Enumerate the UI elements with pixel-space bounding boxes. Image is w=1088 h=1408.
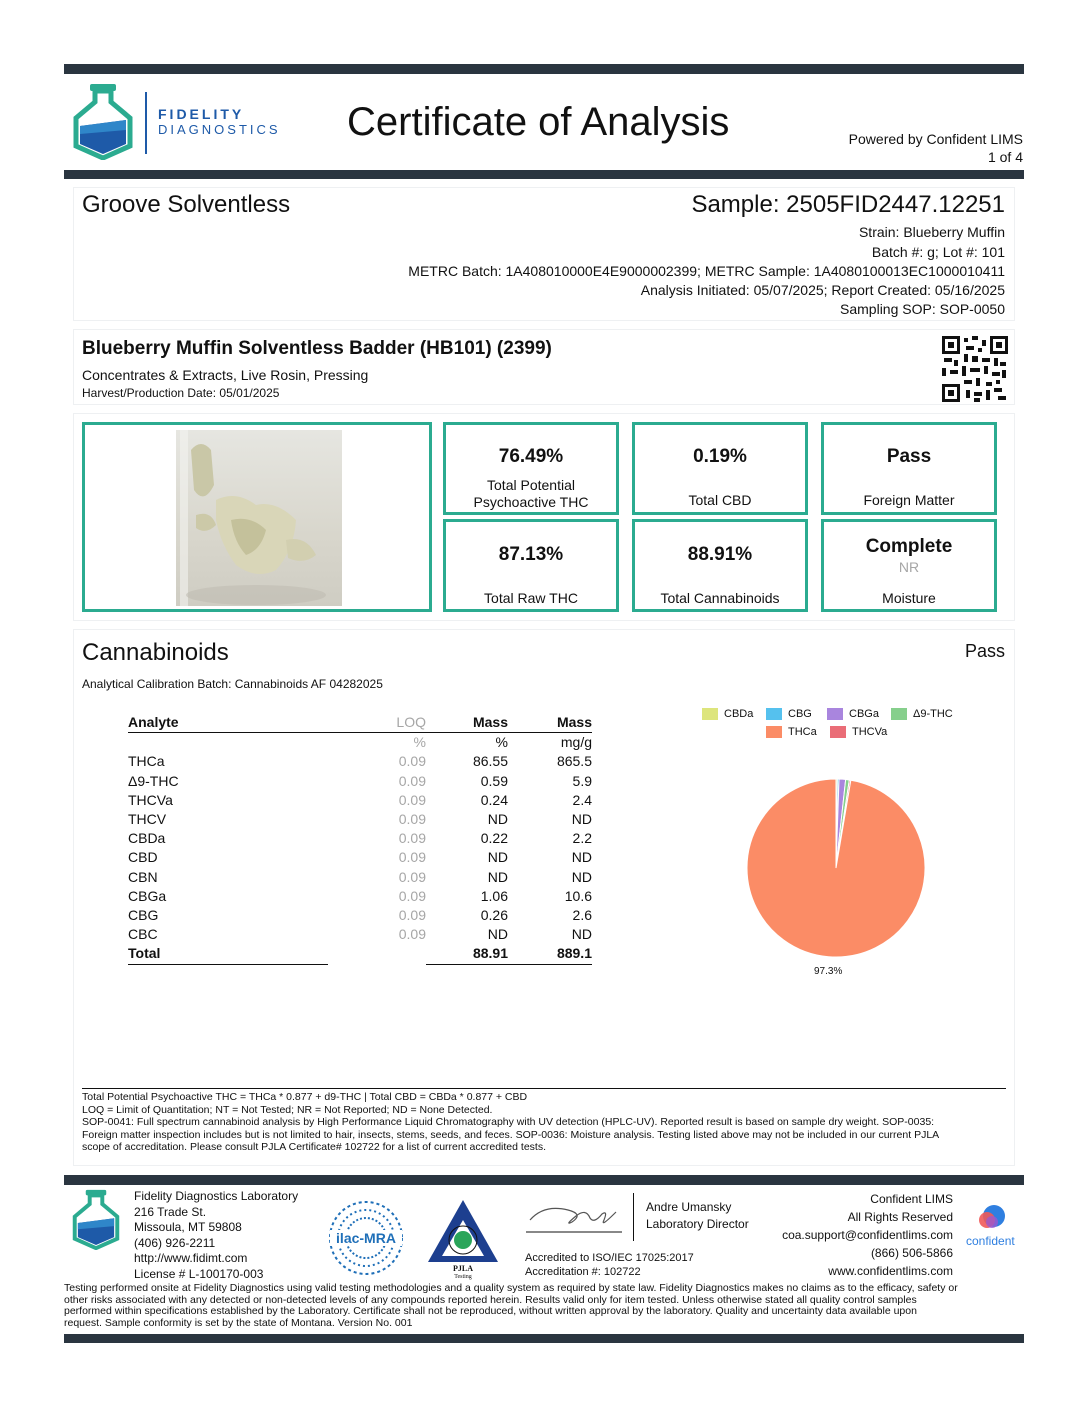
table-row: Δ9-THC 0.09 0.59 5.9 — [128, 772, 592, 789]
strain: Strain: Blueberry Muffin — [858, 224, 1005, 240]
table-row: CBD 0.09 ND ND — [128, 849, 592, 866]
total-row: Total 88.91 889.1 — [128, 944, 592, 964]
legend-swatch — [702, 708, 718, 720]
accreditation-number: Accreditation #: 102722 — [525, 1266, 641, 1278]
confident-logo-icon — [976, 1202, 1008, 1232]
client-name: Groove Solventless — [82, 191, 291, 218]
footer-top-bar — [64, 1175, 1024, 1185]
tile-value: 87.13% — [498, 544, 564, 565]
disclaimer: Testing performed onsite at Fidelity Diagnostics using valid testing methodologies and a quality system as required by state law. Fidelity Diagnostics makes no claims as to the efficacy, safety or other risks associated with any detected or non-detected levels of any compounds reported herein. Results valid only for item tested. Unless otherwise stated all quality control samples performed within specifications established by the Laboratory. Certificate shall not be reproduced, without written approval by the laboratory. Quality and uncertainty data available upon request. Sample conformity is set by the state of Montana. Version No. 001 — [64, 1282, 958, 1329]
confident-phone: (866) 506-5866 — [870, 1246, 953, 1260]
confident-logo-text: confident — [966, 1234, 1015, 1248]
tile-label: Total Raw THC — [484, 590, 578, 606]
product-photo — [176, 430, 342, 606]
top-bar — [64, 64, 1024, 74]
signature-divider — [633, 1193, 634, 1241]
tile-sub-value: NR — [898, 559, 920, 575]
legend-label: CBG — [788, 708, 812, 720]
accreditation-standard: Accredited to ISO/IEC 17025:2017 — [525, 1252, 694, 1264]
director-name: Andre Umansky — [646, 1200, 732, 1214]
legend-item — [830, 725, 887, 739]
page-number: 1 of 4 — [987, 149, 1023, 165]
tile-total-psychoactive-thc — [443, 422, 619, 515]
tile-foreign-matter — [821, 422, 997, 515]
units-row: % % mg/g — [413, 734, 592, 751]
header-analyte: Analyte — [128, 713, 328, 733]
table-row: CBGa 0.09 1.06 10.6 — [128, 887, 592, 904]
bottom-bar — [64, 1334, 1024, 1343]
product-photo-frame — [82, 422, 432, 612]
flask-logo-icon — [70, 82, 136, 160]
notes-rule — [82, 1088, 1006, 1089]
tile-label: Total Cannabinoids — [660, 590, 780, 606]
lab-website: http://www.fidimt.com — [134, 1251, 248, 1265]
note-formula: Total Potential Psychoactive THC = THCa * 0.877 + d9-THC | Total CBD = CBDa * 0.877 + CBD — [82, 1091, 528, 1103]
calibration-batch: Analytical Calibration Batch: Cannabinoids AF 04282025 — [82, 677, 383, 691]
ilac-mra-logo-icon — [328, 1200, 404, 1276]
tile-label-line2: Psychoactive THC — [473, 494, 589, 510]
section-status: Pass — [964, 641, 1005, 661]
legend-label: CBDa — [724, 708, 754, 720]
tile-label: Foreign Matter — [863, 492, 955, 508]
cannabinoids-table — [128, 713, 592, 965]
legend-item — [827, 707, 879, 721]
tile-total-raw-thc — [443, 519, 619, 612]
lab-street: 216 Trade St. — [134, 1204, 207, 1219]
table-row: CBG 0.09 0.26 2.6 — [128, 907, 592, 924]
ilac-text: ilac-MRA — [336, 1230, 396, 1246]
sample-id: Sample: 2505FID2447.12251 — [691, 191, 1005, 218]
table-row: THCV 0.09 ND ND — [128, 811, 592, 828]
header-mass-mg: Mass — [508, 713, 592, 733]
pjla-logo-icon — [426, 1198, 500, 1280]
tile-value: Complete — [865, 536, 953, 557]
director-signature — [524, 1198, 624, 1234]
lab-name: Fidelity Diagnostics Laboratory — [134, 1189, 299, 1203]
table-header-row — [128, 713, 592, 733]
section-title: Cannabinoids — [82, 639, 229, 666]
tile-value: 88.91% — [687, 544, 753, 565]
batch-lot: Batch #: g; Lot #: 101 — [871, 244, 1005, 260]
logo-divider — [145, 92, 147, 154]
legend-item — [702, 707, 753, 721]
table-row: THCa 0.09 86.55 865.5 — [128, 753, 592, 770]
lab-phone: (406) 926-2211 — [134, 1235, 216, 1250]
legend-swatch — [766, 726, 782, 738]
table-row: CBN 0.09 ND ND — [128, 868, 592, 885]
confident-contact — [782, 1190, 953, 1280]
footer-flask-logo-icon — [70, 1188, 122, 1250]
confident-name: Confident LIMS — [870, 1192, 953, 1206]
tile-value: Pass — [886, 446, 932, 467]
product-name: Blueberry Muffin Solventless Badder (HB101) (2399) — [82, 338, 552, 359]
qr-code-icon — [942, 336, 1008, 402]
lab-license: License # L-100170-003 — [134, 1266, 264, 1281]
analysis-dates: Analysis Initiated: 05/07/2025; Report Created: 05/16/2025 — [640, 282, 1005, 298]
legend-label: THCa — [788, 726, 817, 738]
page-title: Certificate of Analysis — [347, 100, 730, 144]
legend-item — [766, 707, 812, 721]
powered-by: Powered by Confident LIMS — [848, 131, 1023, 147]
note-sop-2: Foreign matter inspection includes but is not limited to hair, insects, stems, seeds, and feces. SOP-0036: Moisture analysis. Testing listed above may not be included in our current PJLA — [82, 1128, 940, 1141]
sampling-sop: Sampling SOP: SOP-0050 — [840, 301, 1005, 317]
confident-email: coa.support@confidentlims.com — [782, 1228, 953, 1242]
tile-label: Total CBD — [688, 492, 752, 508]
tile-label-line1: Total Potential — [487, 477, 575, 493]
lab-address — [134, 1189, 298, 1282]
cannabinoid-pie-chart — [740, 772, 932, 964]
header-bottom-bar — [64, 170, 1024, 179]
pie-slice-THCa — [747, 779, 925, 957]
legend-swatch — [827, 708, 843, 720]
table-row: CBC 0.09 ND ND — [128, 926, 592, 943]
logo-wordmark-bottom: DIAGNOSTICS — [158, 122, 281, 137]
metrc-ids: METRC Batch: 1A408010000E4E9000002399; METRC Sample: 1A4080100013EC1000010411 — [408, 263, 1005, 279]
confident-website: www.confidentlims.com — [828, 1264, 953, 1278]
table-row: CBDa 0.09 0.22 2.2 — [128, 830, 592, 847]
tile-total-cannabinoids — [632, 519, 808, 612]
legend-swatch — [830, 726, 846, 738]
director-title: Laboratory Director — [646, 1217, 749, 1231]
pie-slice-label: 97.3% — [814, 966, 843, 977]
legend-swatch — [891, 708, 907, 720]
legend-label: CBGa — [849, 708, 879, 720]
tile-moisture — [821, 519, 997, 612]
header-mass-pct: Mass — [426, 713, 508, 733]
legend-item — [891, 707, 953, 721]
legend-label: Δ9-THC — [913, 708, 953, 720]
note-sop-3: scope of accreditation. Please consult PJLA Certificate# 102722 for a list of current accredited tests. — [82, 1141, 546, 1154]
table-row: THCVa 0.09 0.24 2.4 — [128, 791, 592, 808]
confident-rights: All Rights Reserved — [847, 1210, 953, 1224]
product-category: Concentrates & Extracts, Live Rosin, Pressing — [82, 367, 369, 383]
footnotes — [82, 1091, 1012, 1154]
pjla-text: PJLA — [453, 1264, 473, 1273]
legend-item — [766, 725, 817, 739]
tile-total-cbd — [632, 422, 808, 515]
legend-swatch — [766, 708, 782, 720]
pjla-testing-text: Testing — [454, 1274, 472, 1280]
lab-city: Missoula, MT 59808 — [134, 1220, 242, 1234]
legend-label: THCVa — [852, 726, 888, 738]
tile-value: 76.49% — [498, 446, 564, 467]
header-loq: LOQ — [328, 713, 426, 733]
tile-label: Moisture — [882, 590, 936, 606]
note-legend: LOQ = Limit of Quantitation; NT = Not Tested; NR = Not Reported; ND = None Detected. — [82, 1103, 493, 1116]
harvest-date: Harvest/Production Date: 05/01/2025 — [82, 386, 280, 400]
tile-value: 0.19% — [693, 446, 747, 467]
note-sop-1: SOP-0041: Full spectrum cannabinoid analysis by High Performance Liquid Chromatography with UV detection (HPLC-UV). Reported result is based on sample dry weight. SOP-0035: — [82, 1116, 935, 1129]
logo-wordmark-top: FIDELITY — [158, 106, 245, 122]
